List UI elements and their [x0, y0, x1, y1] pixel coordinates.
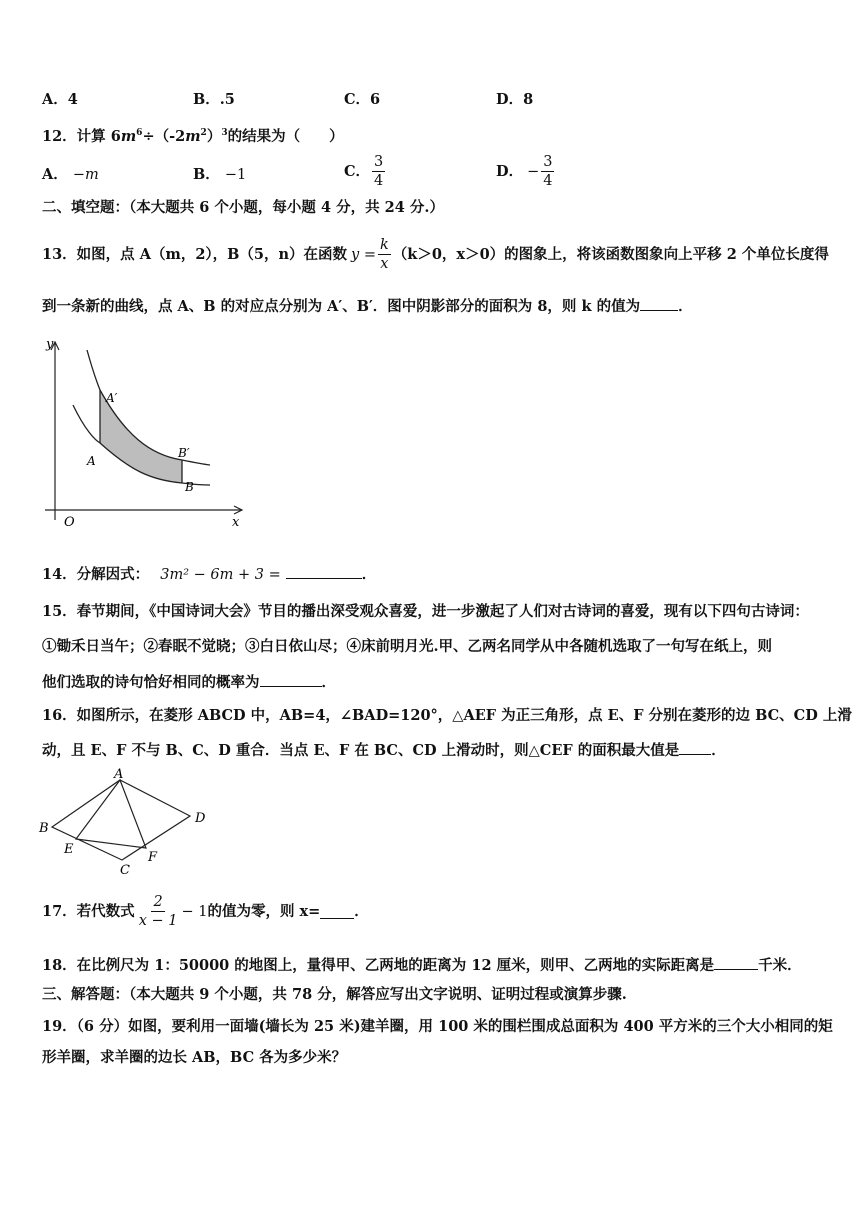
q14-answer-blank[interactable]	[286, 564, 362, 579]
q12-option-c: C． $\frac{3}{4}$	[344, 154, 384, 189]
label-o: O	[64, 515, 75, 530]
q12-option-b: B． −1	[193, 166, 247, 183]
q14: 14．分解因式： 3m² − 6m + 3 = ．	[42, 566, 377, 583]
label-a-prime: A′	[106, 391, 118, 405]
q13-line2: 到一条新的曲线，点 A、B 的对应点分别为 A′、B′．图中阴影部分的面积为 8，则 k 的值为 ．	[42, 298, 693, 315]
label-e: E	[64, 842, 74, 857]
q16-line1: 16．如图所示，在菱形 ABCD 中，AB=4，∠BAD=120°，△AEF 为正三角形，点 E、F 分别在菱形的边 BC、CD 上滑	[42, 707, 852, 724]
label-f: F	[148, 850, 158, 865]
section2-title: 二、填空题：（本大题共 6 个小题，每小题 4 分，共 24 分.）	[42, 199, 444, 216]
label-b: B	[39, 821, 49, 836]
section3-title: 三、解答题：（本大题共 9 个小题，共 78 分，解答应写出文字说明、证明过程或演算步骤.	[42, 986, 627, 1003]
label-b-prime: B′	[178, 446, 190, 460]
q19-line1: 19．（6 分）如图，要利用一面墙(墙长为 25 米)建羊圈，用 100 米的围栏围成总面积为 400 平方米的三个大小相同的矩	[42, 1018, 833, 1035]
q18: 18．在比例尺为 1：50000 的地图上，量得甲、乙两地的距离为 12 厘米，则甲、乙两地的实际距离是 千米．	[42, 957, 802, 974]
q12-option-a: A． −m	[42, 166, 99, 183]
q13-answer-blank[interactable]	[640, 296, 678, 311]
label-d: D	[195, 811, 206, 826]
q16-line2: 动，且 E、F 不与 B、C、D 重合．当点 E、F 在 BC、CD 上滑动时，则△CEF 的面积最大值是 ．	[42, 742, 726, 759]
q11-option-c: C．6	[344, 91, 381, 108]
q17: 17．若代数式 $\frac{2}{x - 1}$ − 1 的值为零，则 x= ．	[42, 894, 369, 929]
q13-line1: 13．如图，点 A（m，2），B（5，n）在函数 y = $\frac{k}{x}$ （k＞0，x＞0）的图象上，将该函数图象向上平移 2 个单位长度得	[42, 237, 829, 272]
label-y: y	[46, 337, 54, 352]
label-b: B	[185, 480, 194, 494]
label-x: x	[232, 515, 240, 530]
q11-option-a: A．4	[42, 91, 78, 108]
q11-option-d: D．8	[496, 91, 534, 108]
q16-figure	[36, 764, 216, 879]
q13-figure	[30, 330, 255, 535]
triangle-aef	[76, 780, 146, 848]
label-a: A	[87, 454, 96, 468]
label-a: A	[114, 767, 124, 782]
label-c: C	[120, 863, 130, 878]
q15-line2: ①锄禾日当午；②春眠不觉晓；③白日依山尽；④床前明月光.甲、乙两名同学从中各随机选取了一句写在纸上，则	[42, 638, 773, 655]
q17-answer-blank[interactable]	[320, 904, 354, 919]
q15-answer-blank[interactable]	[260, 672, 322, 687]
q18-answer-blank[interactable]	[714, 955, 758, 970]
q15-line1: 15．春节期间，《中国诗词大会》节目的播出深受观众喜爱，进一步激起了人们对古诗词的喜爱，现有以下四句古诗词：	[42, 603, 809, 620]
q15-line3: 他们选取的诗句恰好相同的概率为 ．	[42, 674, 336, 691]
q12-stem: 12．计算 $6m^6\div(-2m^2)^3$的结果为（ ）	[42, 127, 344, 145]
q12-option-d: D． − $\frac{3}{4}$	[496, 154, 553, 189]
q11-option-b: B．.5	[193, 91, 235, 108]
q16-answer-blank[interactable]	[679, 740, 711, 755]
q19-line2: 形羊圈，求羊圈的边长 AB，BC 各为多少米？	[42, 1049, 347, 1066]
